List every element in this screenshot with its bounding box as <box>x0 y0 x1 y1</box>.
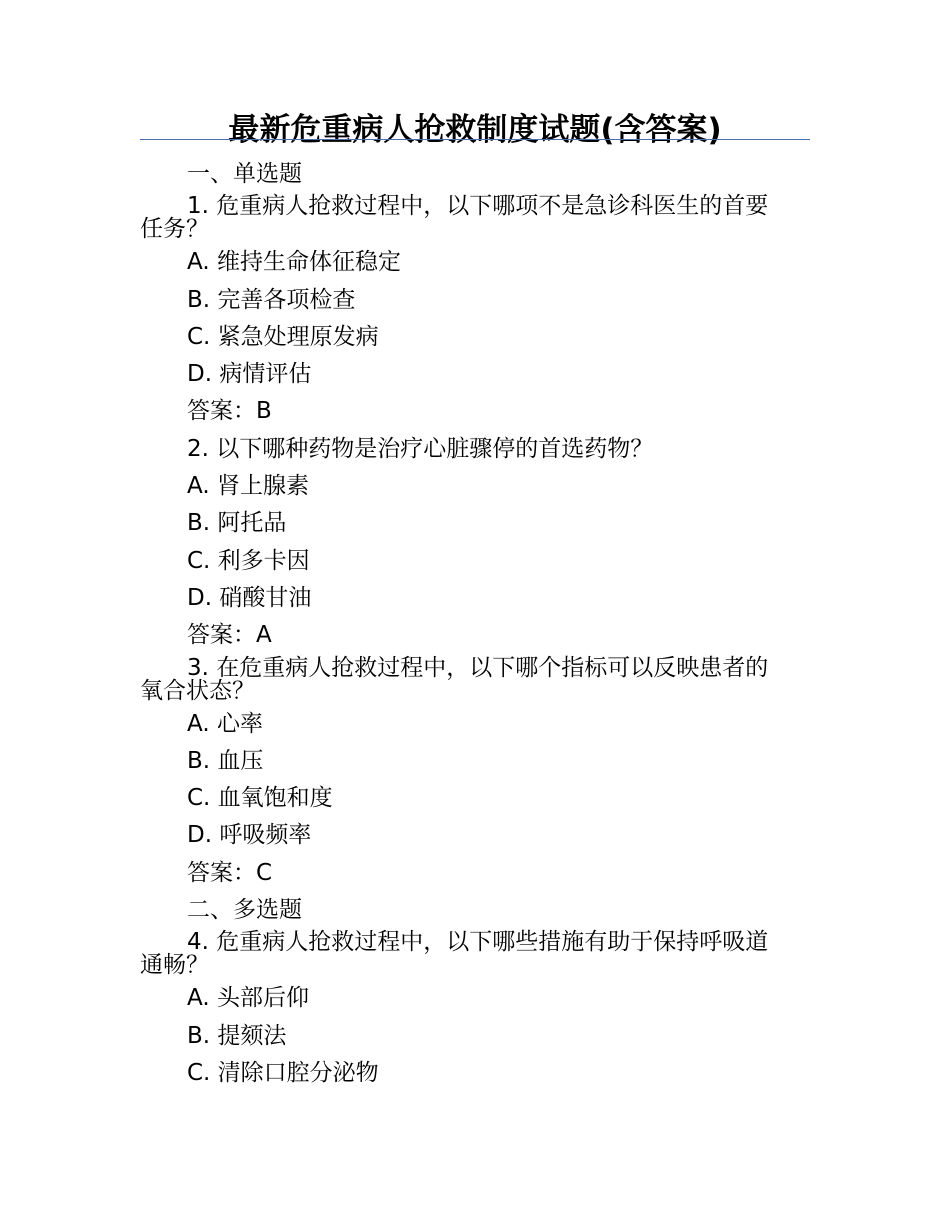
question-2-option-a: A. 肾上腺素 <box>187 473 309 500</box>
question-2-option-c: C. 利多卡因 <box>187 547 310 574</box>
question-1-stem-line1: 1. 危重病人抢救过程中，以下哪项不是急诊科医生的首要 <box>187 193 769 220</box>
question-1-stem-line2: 任务？ <box>140 216 209 243</box>
question-4-stem-line2: 通畅？ <box>140 952 209 979</box>
question-3-stem-line2: 氧合状态？ <box>140 677 255 704</box>
question-4-option-c: C. 清除口腔分泌物 <box>187 1059 379 1086</box>
question-2-stem: 2. 以下哪种药物是治疗心脏骤停的首选药物？ <box>187 435 654 462</box>
question-3-option-d: D. 呼吸频率 <box>187 822 312 849</box>
question-1-option-b: B. 完善各项检查 <box>187 286 356 313</box>
question-3-option-c: C. 血氧饱和度 <box>187 785 333 812</box>
title-underline <box>140 139 810 140</box>
question-4-option-a: A. 头部后仰 <box>187 985 309 1012</box>
question-4-stem <box>140 929 812 980</box>
question-1-option-a: A. 维持生命体征稳定 <box>187 249 401 276</box>
question-1-option-c: C. 紧急处理原发病 <box>187 323 379 350</box>
question-3-option-b: B. 血压 <box>187 747 264 774</box>
section-heading-single-choice: 一、单选题 <box>187 161 302 187</box>
question-2-option-d: D. 硝酸甘油 <box>187 584 312 611</box>
question-4-stem-line1: 4. 危重病人抢救过程中，以下哪些措施有助于保持呼吸道 <box>187 929 769 956</box>
question-3-stem <box>140 655 812 706</box>
question-2-answer: 答案：A <box>187 622 272 649</box>
question-4-option-b: B. 提颏法 <box>187 1022 287 1049</box>
document-body <box>140 156 812 1092</box>
question-3-option-a: A. 心率 <box>187 710 263 737</box>
question-1-option-d: D. 病情评估 <box>187 361 312 388</box>
question-1-stem <box>140 193 812 244</box>
section-heading-multiple-choice: 二、多选题 <box>187 897 302 924</box>
question-2-option-b: B. 阿托品 <box>187 510 287 537</box>
question-1-answer: 答案：B <box>187 398 272 425</box>
question-3-answer: 答案：C <box>187 859 273 886</box>
question-3-stem-line1: 3. 在危重病人抢救过程中，以下哪个指标可以反映患者的 <box>187 654 769 681</box>
document-title: 最新危重病人抢救制度试题(含答案) <box>228 112 722 148</box>
